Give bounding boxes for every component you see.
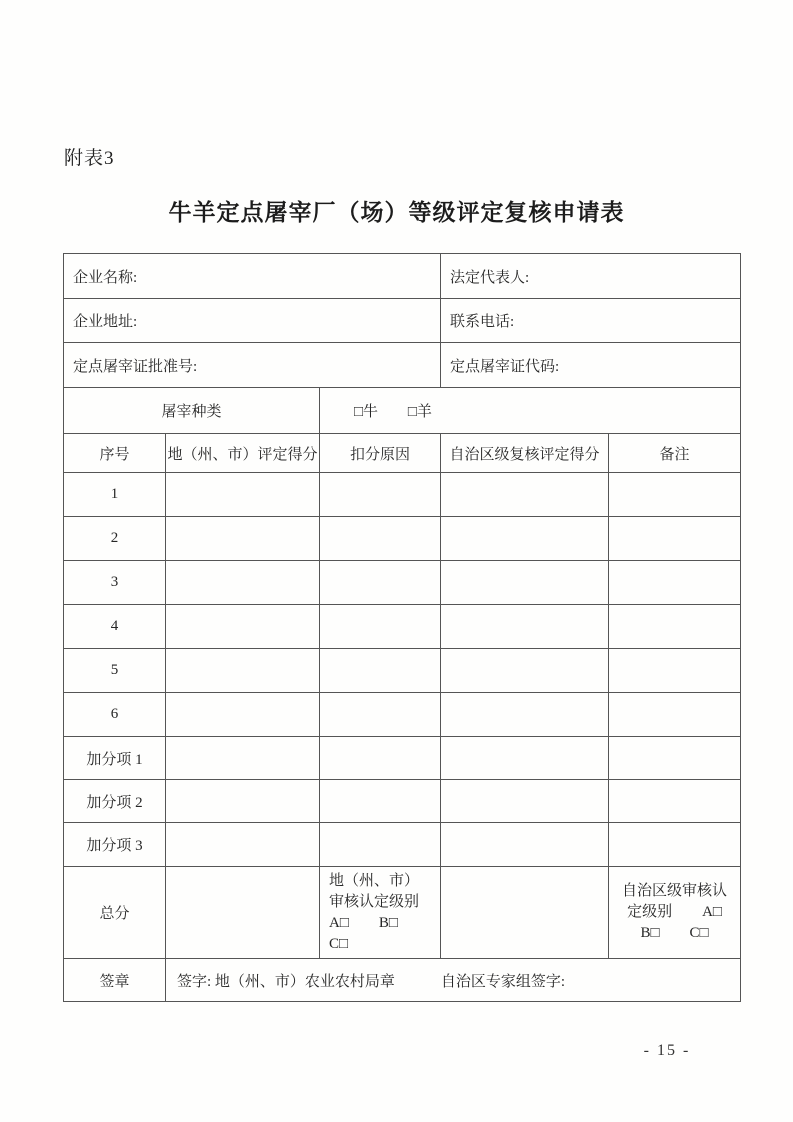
cell-prefecture-score xyxy=(166,737,320,780)
prefecture-bureau-seal-text: 签字: 地（州、市）农业农村局章 xyxy=(177,973,395,990)
row-index-label: 加分项 1 xyxy=(64,737,166,780)
row-slaughter-species xyxy=(64,388,741,434)
score-row-bonus-3 xyxy=(64,823,741,867)
row-index-label: 加分项 2 xyxy=(64,780,166,823)
field-permit-code: 定点屠宰证代码: xyxy=(441,343,741,388)
cell-deduction-reason xyxy=(320,649,441,693)
score-row-5 xyxy=(64,649,741,693)
cell-region-review-score xyxy=(441,737,609,780)
cell-total-region-score xyxy=(441,867,609,959)
cell-region-review-score xyxy=(441,780,609,823)
cell-region-review-score xyxy=(441,693,609,737)
form-title: 牛羊定点屠宰厂（场）等级评定复核申请表 xyxy=(168,200,625,225)
region-grade-options-bc: B□ C□ xyxy=(640,925,709,941)
row-index-label: 1 xyxy=(64,473,166,517)
cell-remarks xyxy=(609,649,741,693)
cell-region-review-score xyxy=(441,517,609,561)
sheep-checkbox-option: □羊 xyxy=(407,404,432,420)
species-label: 屠宰种类 xyxy=(64,388,320,434)
score-row-bonus-2 xyxy=(64,780,741,823)
signature-cell xyxy=(166,959,741,1002)
row-index-label: 6 xyxy=(64,693,166,737)
cell-region-review-score xyxy=(441,823,609,867)
col-header-deduction-reason: 扣分原因 xyxy=(320,434,441,473)
col-header-remarks: 备注 xyxy=(609,434,741,473)
cell-prefecture-score xyxy=(166,605,320,649)
score-row-1 xyxy=(64,473,741,517)
row-company-address xyxy=(64,299,741,343)
col-header-prefecture-score: 地（州、市）评定得分 xyxy=(166,434,320,473)
score-row-bonus-1 xyxy=(64,737,741,780)
region-expert-signature-text: 自治区专家组签字: xyxy=(440,973,566,990)
cell-deduction-reason xyxy=(320,473,441,517)
cell-deduction-reason xyxy=(320,517,441,561)
cell-prefecture-score xyxy=(166,517,320,561)
row-index-label: 加分项 3 xyxy=(64,823,166,867)
col-header-index: 序号 xyxy=(64,434,166,473)
cell-prefecture-score xyxy=(166,561,320,605)
cattle-checkbox-option: □牛 xyxy=(354,404,379,420)
cell-remarks xyxy=(609,737,741,780)
cell-deduction-reason xyxy=(320,605,441,649)
cell-remarks xyxy=(609,517,741,561)
score-row-3 xyxy=(64,561,741,605)
cell-remarks xyxy=(609,561,741,605)
signature-row xyxy=(64,959,741,1002)
cell-prefecture-score xyxy=(166,473,320,517)
field-company-name: 企业名称: xyxy=(64,254,441,299)
row-index-label: 4 xyxy=(64,605,166,649)
row-index-label: 5 xyxy=(64,649,166,693)
region-grade-checkboxes xyxy=(609,867,741,959)
prefecture-grade-line: 审核认定级别 xyxy=(329,893,420,910)
cell-remarks xyxy=(609,473,741,517)
cell-deduction-reason xyxy=(320,693,441,737)
cell-prefecture-score xyxy=(166,780,320,823)
score-row-2 xyxy=(64,517,741,561)
col-header-region-review-score: 自治区级复核评定得分 xyxy=(441,434,609,473)
field-company-address: 企业地址: xyxy=(64,299,441,343)
page-number: - 15 - xyxy=(643,1042,691,1059)
prefecture-grade-options-ab: A□ B□ xyxy=(329,914,398,931)
score-table-header-row xyxy=(64,434,741,473)
row-index-label: 2 xyxy=(64,517,166,561)
total-score-row xyxy=(64,867,741,959)
cell-prefecture-score xyxy=(166,693,320,737)
cell-total-prefecture-score xyxy=(166,867,320,959)
cell-deduction-reason xyxy=(320,823,441,867)
cell-remarks xyxy=(609,693,741,737)
cell-prefecture-score xyxy=(166,649,320,693)
cell-deduction-reason xyxy=(320,780,441,823)
total-label: 总分 xyxy=(64,867,166,959)
row-index-label: 3 xyxy=(64,561,166,605)
cell-region-review-score xyxy=(441,561,609,605)
application-form-table xyxy=(63,253,741,1002)
cell-region-review-score xyxy=(441,649,609,693)
species-options-cell xyxy=(320,388,741,434)
prefecture-grade-option-c: C□ xyxy=(329,935,349,952)
score-row-4 xyxy=(64,605,741,649)
cell-deduction-reason xyxy=(320,561,441,605)
row-company-name xyxy=(64,254,741,299)
region-grade-line: 自治区级审核认 xyxy=(622,883,728,899)
region-grade-option-a: 定级别 A□ xyxy=(627,904,722,920)
cell-region-review-score xyxy=(441,605,609,649)
cell-remarks xyxy=(609,605,741,649)
cell-remarks xyxy=(609,780,741,823)
field-permit-approval-number: 定点屠宰证批准号: xyxy=(64,343,441,388)
field-legal-representative: 法定代表人: xyxy=(441,254,741,299)
prefecture-grade-line: 地（州、市） xyxy=(329,872,420,889)
field-contact-phone: 联系电话: xyxy=(441,299,741,343)
cell-prefecture-score xyxy=(166,823,320,867)
prefecture-grade-checkboxes xyxy=(320,867,441,959)
appendix-label: 附表3 xyxy=(64,148,115,169)
row-permit xyxy=(64,343,741,388)
cell-region-review-score xyxy=(441,473,609,517)
score-row-6 xyxy=(64,693,741,737)
signature-label: 签章 xyxy=(64,959,166,1002)
cell-remarks xyxy=(609,823,741,867)
cell-deduction-reason xyxy=(320,737,441,780)
